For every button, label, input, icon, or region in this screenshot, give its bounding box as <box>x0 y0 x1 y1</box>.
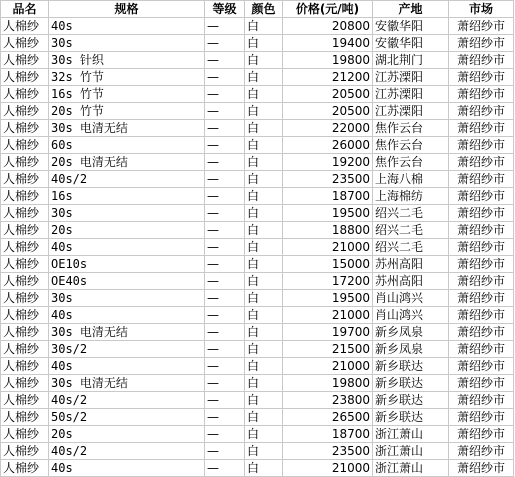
product-name-cell: 人棉纱 <box>1 426 49 443</box>
product-name-cell: 人棉纱 <box>1 103 49 120</box>
origin-cell: 肖山鸿兴 <box>373 290 449 307</box>
grade-cell: — <box>205 86 245 103</box>
grade-cell: — <box>205 52 245 69</box>
grade-cell: — <box>205 392 245 409</box>
spec-cell: 30s <box>49 290 205 307</box>
price-cell: 21500 <box>283 341 373 358</box>
market-cell: 萧绍纱市 <box>449 171 514 188</box>
product-name-cell: 人棉纱 <box>1 205 49 222</box>
price-cell: 18800 <box>283 222 373 239</box>
origin-cell: 上海八棉 <box>373 171 449 188</box>
table-row <box>1 409 514 426</box>
table-row <box>1 52 514 69</box>
grade-cell: — <box>205 103 245 120</box>
market-cell: 萧绍纱市 <box>449 18 514 35</box>
grade-cell: — <box>205 460 245 477</box>
table-row <box>1 188 514 205</box>
grade-cell: — <box>205 307 245 324</box>
table-row <box>1 69 514 86</box>
product-name-cell: 人棉纱 <box>1 69 49 86</box>
header-market: 市场 <box>449 1 514 18</box>
origin-cell: 安徽华阳 <box>373 35 449 52</box>
product-name-cell: 人棉纱 <box>1 137 49 154</box>
table-row <box>1 154 514 171</box>
origin-cell: 江苏溧阳 <box>373 69 449 86</box>
spec-cell: 60s <box>49 137 205 154</box>
market-cell: 萧绍纱市 <box>449 426 514 443</box>
market-cell: 萧绍纱市 <box>449 188 514 205</box>
price-cell: 21000 <box>283 307 373 324</box>
price-cell: 19400 <box>283 35 373 52</box>
market-cell: 萧绍纱市 <box>449 239 514 256</box>
product-name-cell: 人棉纱 <box>1 443 49 460</box>
origin-cell: 江苏溧阳 <box>373 86 449 103</box>
market-cell: 萧绍纱市 <box>449 375 514 392</box>
spec-cell: 30s 电清无结 <box>49 324 205 341</box>
header-color: 颜色 <box>245 1 283 18</box>
product-name-cell: 人棉纱 <box>1 409 49 426</box>
table-row <box>1 290 514 307</box>
color-cell: 白 <box>245 35 283 52</box>
price-cell: 19700 <box>283 324 373 341</box>
color-cell: 白 <box>245 307 283 324</box>
color-cell: 白 <box>245 137 283 154</box>
origin-cell: 新乡联达 <box>373 392 449 409</box>
spec-cell: 30s/2 <box>49 341 205 358</box>
grade-cell: — <box>205 341 245 358</box>
spec-cell: 40s/2 <box>49 443 205 460</box>
price-cell: 23500 <box>283 171 373 188</box>
grade-cell: — <box>205 409 245 426</box>
origin-cell: 苏州高阳 <box>373 273 449 290</box>
color-cell: 白 <box>245 375 283 392</box>
origin-cell: 绍兴二毛 <box>373 205 449 222</box>
table-row <box>1 35 514 52</box>
product-name-cell: 人棉纱 <box>1 460 49 477</box>
price-cell: 23800 <box>283 392 373 409</box>
product-name-cell: 人棉纱 <box>1 86 49 103</box>
color-cell: 白 <box>245 103 283 120</box>
header-origin: 产地 <box>373 1 449 18</box>
grade-cell: — <box>205 256 245 273</box>
color-cell: 白 <box>245 205 283 222</box>
price-cell: 19800 <box>283 375 373 392</box>
color-cell: 白 <box>245 69 283 86</box>
spec-cell: OE10s <box>49 256 205 273</box>
color-cell: 白 <box>245 256 283 273</box>
color-cell: 白 <box>245 171 283 188</box>
spec-cell: 40s/2 <box>49 171 205 188</box>
price-cell: 18700 <box>283 188 373 205</box>
market-cell: 萧绍纱市 <box>449 86 514 103</box>
color-cell: 白 <box>245 86 283 103</box>
origin-cell: 上海棉纺 <box>373 188 449 205</box>
market-cell: 萧绍纱市 <box>449 69 514 86</box>
origin-cell: 肖山鸿兴 <box>373 307 449 324</box>
table-row <box>1 103 514 120</box>
origin-cell: 浙江萧山 <box>373 460 449 477</box>
market-cell: 萧绍纱市 <box>449 273 514 290</box>
price-cell: 21000 <box>283 358 373 375</box>
product-name-cell: 人棉纱 <box>1 290 49 307</box>
origin-cell: 苏州高阳 <box>373 256 449 273</box>
table-row <box>1 426 514 443</box>
table-row <box>1 171 514 188</box>
grade-cell: — <box>205 137 245 154</box>
spec-cell: OE40s <box>49 273 205 290</box>
spec-cell: 16s <box>49 188 205 205</box>
table-row <box>1 307 514 324</box>
market-cell: 萧绍纱市 <box>449 392 514 409</box>
market-cell: 萧绍纱市 <box>449 324 514 341</box>
color-cell: 白 <box>245 341 283 358</box>
table-row <box>1 460 514 477</box>
price-cell: 22000 <box>283 120 373 137</box>
color-cell: 白 <box>245 443 283 460</box>
price-cell: 18700 <box>283 426 373 443</box>
origin-cell: 焦作云台 <box>373 137 449 154</box>
color-cell: 白 <box>245 188 283 205</box>
spec-cell: 30s 电清无结 <box>49 375 205 392</box>
spec-cell: 20s 电清无结 <box>49 154 205 171</box>
grade-cell: — <box>205 273 245 290</box>
market-cell: 萧绍纱市 <box>449 120 514 137</box>
price-cell: 20800 <box>283 18 373 35</box>
market-cell: 萧绍纱市 <box>449 290 514 307</box>
market-cell: 萧绍纱市 <box>449 341 514 358</box>
grade-cell: — <box>205 154 245 171</box>
grade-cell: — <box>205 18 245 35</box>
grade-cell: — <box>205 375 245 392</box>
spec-cell: 20s <box>49 222 205 239</box>
market-cell: 萧绍纱市 <box>449 443 514 460</box>
color-cell: 白 <box>245 52 283 69</box>
spec-cell: 40s <box>49 239 205 256</box>
grade-cell: — <box>205 69 245 86</box>
price-cell: 26000 <box>283 137 373 154</box>
spec-cell: 30s <box>49 205 205 222</box>
price-cell: 20500 <box>283 103 373 120</box>
spec-cell: 32s 竹节 <box>49 69 205 86</box>
color-cell: 白 <box>245 324 283 341</box>
origin-cell: 江苏溧阳 <box>373 103 449 120</box>
product-name-cell: 人棉纱 <box>1 392 49 409</box>
color-cell: 白 <box>245 222 283 239</box>
color-cell: 白 <box>245 426 283 443</box>
origin-cell: 新乡凤泉 <box>373 341 449 358</box>
spec-cell: 30s <box>49 35 205 52</box>
price-cell: 26500 <box>283 409 373 426</box>
color-cell: 白 <box>245 409 283 426</box>
header-product-name: 品名 <box>1 1 49 18</box>
table-body <box>1 18 514 477</box>
color-cell: 白 <box>245 358 283 375</box>
header-price: 价格(元/吨) <box>283 1 373 18</box>
table-row <box>1 375 514 392</box>
product-name-cell: 人棉纱 <box>1 222 49 239</box>
table-row <box>1 86 514 103</box>
price-cell: 19500 <box>283 205 373 222</box>
market-cell: 萧绍纱市 <box>449 307 514 324</box>
market-cell: 萧绍纱市 <box>449 460 514 477</box>
price-cell: 19500 <box>283 290 373 307</box>
market-cell: 萧绍纱市 <box>449 256 514 273</box>
grade-cell: — <box>205 426 245 443</box>
table-row <box>1 137 514 154</box>
origin-cell: 新乡凤泉 <box>373 324 449 341</box>
grade-cell: — <box>205 205 245 222</box>
price-cell: 19200 <box>283 154 373 171</box>
color-cell: 白 <box>245 18 283 35</box>
product-name-cell: 人棉纱 <box>1 120 49 137</box>
spec-cell: 40s <box>49 18 205 35</box>
price-cell: 21200 <box>283 69 373 86</box>
product-name-cell: 人棉纱 <box>1 324 49 341</box>
origin-cell: 湖北荆门 <box>373 52 449 69</box>
origin-cell: 浙江萧山 <box>373 426 449 443</box>
market-cell: 萧绍纱市 <box>449 137 514 154</box>
origin-cell: 焦作云台 <box>373 120 449 137</box>
origin-cell: 新乡联达 <box>373 358 449 375</box>
product-name-cell: 人棉纱 <box>1 52 49 69</box>
market-cell: 萧绍纱市 <box>449 52 514 69</box>
table-row <box>1 222 514 239</box>
market-cell: 萧绍纱市 <box>449 35 514 52</box>
table-row <box>1 392 514 409</box>
table-row <box>1 443 514 460</box>
table-row <box>1 18 514 35</box>
product-name-cell: 人棉纱 <box>1 171 49 188</box>
color-cell: 白 <box>245 460 283 477</box>
price-cell: 20500 <box>283 86 373 103</box>
spec-cell: 20s 竹节 <box>49 103 205 120</box>
product-name-cell: 人棉纱 <box>1 358 49 375</box>
price-cell: 21000 <box>283 239 373 256</box>
header-spec: 规格 <box>49 1 205 18</box>
spec-cell: 40s <box>49 307 205 324</box>
origin-cell: 安徽华阳 <box>373 18 449 35</box>
color-cell: 白 <box>245 154 283 171</box>
market-cell: 萧绍纱市 <box>449 222 514 239</box>
color-cell: 白 <box>245 120 283 137</box>
price-cell: 23500 <box>283 443 373 460</box>
market-cell: 萧绍纱市 <box>449 409 514 426</box>
product-name-cell: 人棉纱 <box>1 256 49 273</box>
origin-cell: 浙江萧山 <box>373 443 449 460</box>
spec-cell: 40s <box>49 460 205 477</box>
spec-cell: 30s 电清无结 <box>49 120 205 137</box>
header-grade: 等级 <box>205 1 245 18</box>
color-cell: 白 <box>245 273 283 290</box>
color-cell: 白 <box>245 290 283 307</box>
product-name-cell: 人棉纱 <box>1 341 49 358</box>
table-row <box>1 358 514 375</box>
price-cell: 19800 <box>283 52 373 69</box>
product-name-cell: 人棉纱 <box>1 188 49 205</box>
spec-cell: 40s/2 <box>49 392 205 409</box>
market-cell: 萧绍纱市 <box>449 154 514 171</box>
product-name-cell: 人棉纱 <box>1 18 49 35</box>
color-cell: 白 <box>245 239 283 256</box>
grade-cell: — <box>205 358 245 375</box>
color-cell: 白 <box>245 392 283 409</box>
spec-cell: 50s/2 <box>49 409 205 426</box>
grade-cell: — <box>205 290 245 307</box>
table-row <box>1 341 514 358</box>
origin-cell: 新乡联达 <box>373 375 449 392</box>
price-cell: 15000 <box>283 256 373 273</box>
origin-cell: 新乡联达 <box>373 409 449 426</box>
table-row <box>1 324 514 341</box>
product-name-cell: 人棉纱 <box>1 35 49 52</box>
market-cell: 萧绍纱市 <box>449 358 514 375</box>
product-name-cell: 人棉纱 <box>1 307 49 324</box>
grade-cell: — <box>205 171 245 188</box>
origin-cell: 绍兴二毛 <box>373 239 449 256</box>
market-cell: 萧绍纱市 <box>449 205 514 222</box>
market-cell: 萧绍纱市 <box>449 103 514 120</box>
spec-cell: 40s <box>49 358 205 375</box>
product-name-cell: 人棉纱 <box>1 239 49 256</box>
header-row <box>1 1 514 18</box>
product-name-cell: 人棉纱 <box>1 375 49 392</box>
table-row <box>1 239 514 256</box>
grade-cell: — <box>205 222 245 239</box>
table-row <box>1 256 514 273</box>
grade-cell: — <box>205 239 245 256</box>
grade-cell: — <box>205 120 245 137</box>
price-cell: 17200 <box>283 273 373 290</box>
table-row <box>1 205 514 222</box>
origin-cell: 焦作云台 <box>373 154 449 171</box>
spec-cell: 30s 针织 <box>49 52 205 69</box>
product-name-cell: 人棉纱 <box>1 154 49 171</box>
grade-cell: — <box>205 188 245 205</box>
grade-cell: — <box>205 35 245 52</box>
origin-cell: 绍兴二毛 <box>373 222 449 239</box>
spec-cell: 16s 竹节 <box>49 86 205 103</box>
grade-cell: — <box>205 443 245 460</box>
spec-cell: 20s <box>49 426 205 443</box>
price-cell: 21000 <box>283 460 373 477</box>
product-name-cell: 人棉纱 <box>1 273 49 290</box>
table-row <box>1 120 514 137</box>
grade-cell: — <box>205 324 245 341</box>
table-row <box>1 273 514 290</box>
